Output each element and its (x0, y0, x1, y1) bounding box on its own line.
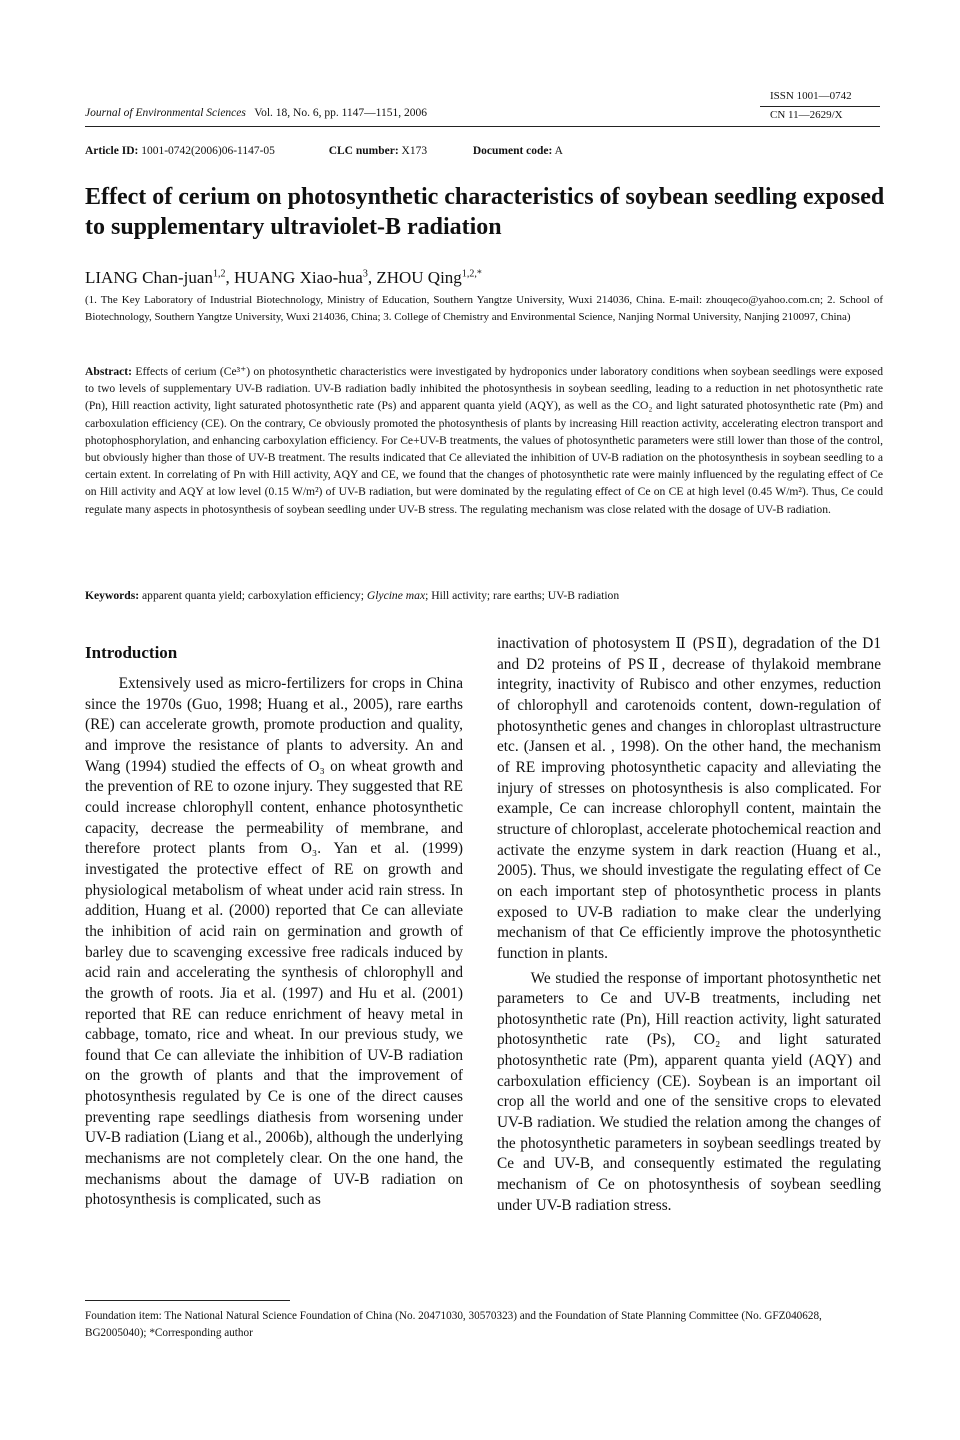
article-id-label: Article ID: (85, 145, 139, 157)
article-ids (85, 145, 563, 157)
issn: ISSN 1001—0742 (770, 90, 852, 102)
article-id: 1001-0742(2006)06-1147-05 (141, 145, 275, 157)
document-code-label: Document code: (472, 145, 553, 157)
issn-rule (760, 106, 880, 107)
author-list: LIANG Chan-juan$^{1,2}$, HUANG Xiao-hua$^3$, ZHOU Qing$^{1,2,*}$ (85, 268, 482, 287)
keywords-text-2: ; Hill activity; rare earths; UV-B radiation (425, 589, 620, 602)
keywords-label: Keywords: (85, 589, 140, 602)
author-1-affil: 1,2 (212, 268, 226, 280)
author-2-affil: 3 (362, 268, 368, 280)
clc-label: CLC number: (328, 145, 399, 157)
cn-number: CN 11—2629/X (770, 109, 843, 121)
document-code: A (554, 145, 563, 157)
keywords-italic: Glycine max (366, 589, 426, 602)
abstract-text: Effects of cerium (Ce³⁺) on photosynthetic characteristics were investigated by hydroponics under laboratory conditions when soybean seedlings were exposed to two levels of supplementary UV-B radiation. UV-B radiation badly inhibited the photosynthesis in soybean seedling, leading to a reduction in net photosynthetic rate (Pn), Hill reaction activity, light saturated photosynthetic rate (Ps) and apparent quanta yield (AQY), as well as the CO₂ and light saturated photosynthetic rate (Pm) and carboxulation efficiency (CE). On the contrary, Ce obviously promoted the photosynthesis of plants by increasing Hill reaction activity, accelerating electron transport and photophosphorylation, and enhancing carboxylation efficiency. For Ce+UV-B treatments, the values of photosynthetic parameters were still lower than those of the control, but obviously higher than those of UV-B treatment. The results indicated that Ce alleviated the inhibition of UV-B radiation on the photosynthesis in soybean seedling to a certain extent. In correlating of Pn with Hill activity, AQY and CE, we found that the changes of photosynthetic rate were mainly influenced by the regulating effect of Ce on Hill activity and AQY at low level (0.15 W/m²) of UV-B radiation, but were dominated by the regulating effect of Ce on CE at high level (0.45 W/m²). Thus, Ce could regulate many aspects in photosynthesis of soybean seedling under UV-B stress. The regulating mechanism was close related with the dosage of UV-B radiation. (85, 365, 883, 516)
volume-info: Vol. 18, No. 6, pp. 1147—1151, 2006 (254, 107, 428, 119)
paragraph: Extensively used as micro-fertilizers for crops in China since the 1970s (Guo, 1998; Huang et al., 2005), rare earths (RE) can accelerate growth, promote production and quality, and improve the resistance of plants to adversity. An and Wang (1994) studied the effects of O₃ on wheat growth and the prevention of RE to ozone injury. They suggested that RE could increase chlorophyll content, enhance photosynthetic capacity, decrease the permeability of membrane, and therefore protect plants from O₃. Yan et al. (1999) investigated the protective effect of RE on growth and physiological metabolism of wheat under acid rain stress. In addition, Huang et al. (2000) reported that Ce can alleviate the inhibition of acid rain on germination and growth of barley due to scavenging excessive free radicals induced by acid rain and accelerating the synthesis of chlorophyll and the growth of roots. Jia et al. (1997) and Hu et al. (2001) reported that RE can reduce enrichment of heavy metal in cabbage, tomato, rice and wheat. In our previous study, we found that Ce can alleviate the inhibition of UV-B radiation on the growth of plants and that the improvement of photosynthesis regulated by Ce is one of the direct causes preventing rape seedlings diathesis from worsening under UV-B radiation (Liang et al., 2006b), although the underlying mechanisms are not completely clear. On the one hand, the mechanisms about the damage of UV-B radiation on photosynthesis is complicated, such as (85, 675, 463, 1209)
author-2: HUANG Xiao-hua (233, 268, 363, 287)
author-1: LIANG Chan-juan (85, 268, 213, 287)
paragraph: inactivation of photosystem Ⅱ (PSⅡ), degradation of the D1 and D2 proteins of PSⅡ, decrease of thylakoid membrane integrity, inactivity of Rubisco and other enzymes, reduction of chlorophyll and carotenoids content, down-regulation of photosynthetic genes and changes in chloroplast ultrastructure etc. (Jansen et al. , 1998). On the other hand, the mechanism of RE improving photosynthetic capacity and alleviating the injury of stresses on photosynthesis is also complicated. For example, Ce can increase chlorophyll content, maintain the structure of chloroplast, accelerate photochemical reaction and activate the enzyme system in dark reaction (Huang et al., 2005). Thus, we should investigate the regulating effect of Ce on each important step of photosynthetic process in plants exposed to UV-B radiation to make clear the underlying mechanism of that Ce efficiently improve the photosynthetic function in plants. (497, 635, 881, 962)
footnote: Foundation item: The National Natural Science Foundation of China (No. 20471030, 30570323) and the Foundation of State Planning Committee (No. GFZ040628, BG2005040); *Corresponding author (85, 1310, 822, 1339)
paragraph: We studied the response of important photosynthetic net parameters to Ce and UV-B treatments, including net photosynthetic rate (Pn), Hill reaction activity, light saturated photosynthetic rate (Ps), CO₂ and light saturated photosynthetic rate (Pm), apparent quanta yield (AQY) and carboxulation efficiency (CE). Soybean is an important oil crop all the world and one of the sensitive crops to elevated UV-B radiation. We studied the relation among the changes of the photosynthetic parameters in soybean seedlings treated by Ce and UV-B, and consequently estimated the regulating mechanism of Ce on photosynthesis of soybean seedling under UV-B radiation stress. (497, 969, 881, 1214)
right-column (497, 634, 881, 1216)
header-rule (85, 126, 880, 127)
clc-number: X173 (401, 145, 428, 157)
abstract (85, 363, 883, 518)
author-3: ZHOU Qing (376, 268, 462, 287)
paper-title: Effect of cerium on photosynthetic characteristics of soybean seedling exposed to supplementary ultraviolet-B radiation (85, 184, 885, 240)
affiliations: (1. The Key Laboratory of Industrial Biotechnology, Ministry of Education, Southern Yangtze University, Wuxi 214036, China. E-mail: zhouqeco@yahoo.com.cn; 2. School of Biotechnology, Southern Yangtze University, Wuxi 214036, China; 3. College of Chemistry and Environmental Science, Nanjing Normal University, Nanjing 210097, China) (85, 294, 883, 323)
footnote-rule (85, 1300, 290, 1301)
author-3-affil: 1,2,* (461, 268, 482, 280)
journal-name: Journal of Environmental Sciences (85, 107, 246, 119)
keywords (85, 587, 883, 604)
journal-header (85, 107, 427, 119)
keywords-text-1: apparent quanta yield; carboxylation efficiency; (142, 589, 364, 602)
section-heading-introduction: Introduction (85, 643, 178, 662)
left-column (85, 674, 463, 1211)
abstract-label: Abstract: (85, 365, 133, 378)
